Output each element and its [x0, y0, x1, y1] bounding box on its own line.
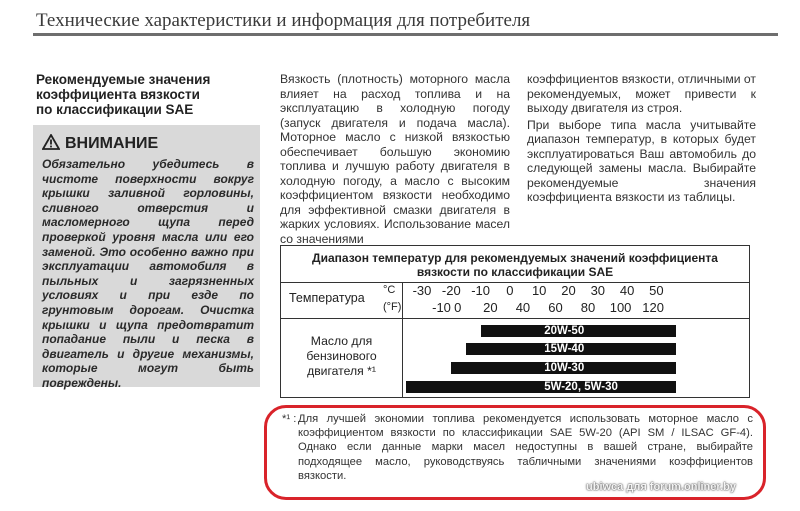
viscosity-temperature-table: [280, 245, 750, 398]
temperature-label: Температура: [289, 291, 365, 305]
celsius-tick: -10: [471, 283, 490, 298]
viscosity-selection-paragraph: При выборе типа масла учитывайте диапазон температур, в которых будет эксплуатироваться Ваш автомобиль до следующей замены масла. Выбирайте рекомендуемые значения коэффициента вязкости из таблицы.: [527, 117, 756, 204]
oil-grade-label: 5W-20, 5W-30: [544, 381, 618, 393]
oil-type-label: Масло для бензинового двигателя *¹: [306, 334, 377, 378]
celsius-tick: -30: [412, 283, 432, 298]
section-title: Рекомендуемые значения коэффициента вязкости по классификации SAE: [36, 72, 211, 117]
warning-triangle-icon: [42, 134, 60, 150]
fahrenheit-tick: 80: [580, 300, 596, 315]
table-title-line-1: Диапазон температур для рекомендуемых значений коэффициента: [312, 251, 718, 265]
footnote-text: Для лучшей экономии топлива рекомендуется использовать моторное масло с коэффициентом вязкости по классификации SAE 5W-20 (API SM / ILSAC GF-4). Однако если данные марки масел недоступны в вашей стране, выбирайте подходящее масло, руководствуясь табличными значениями коэффициентов вязкости.: [298, 413, 753, 482]
celsius-tick: -20: [441, 283, 461, 298]
oil-grade-bar: [451, 362, 676, 374]
celsius-unit: °C: [383, 284, 396, 296]
viscosity-intro-text: Вязкость (плотность) моторного масла влияет на расход топлива и на эксплуатацию в холодную погоду (запуск двигателя и подача масла). Моторное масло с низкой вязкостью обеспечивает большую экономию топлива и лучшую работу двигателя в холодную погоду, а масло с высоким коэффициентом вязкости необходимо для эффективной смазки двигателя в жарких условиях. Использование масел со значениями: [280, 72, 510, 246]
fahrenheit-tick: 0: [454, 300, 462, 315]
celsius-tick: 50: [649, 283, 664, 298]
warning-heading: [42, 134, 158, 153]
table-divider-scale: [281, 318, 749, 319]
table-title-line-2: вязкости по классификации SAE: [416, 265, 614, 279]
warning-text: Обязательно убедитесь в чистоте поверхности вокруг крышки заливной горловины, сливного отверстия и масломерного щупа перед проверкой уровня масла или его заменой. Это особенно важно при эксплуатации автомобиля в пыльных и загрязненных условиях и при езде по грунтовым дорогам. Очистка крышки и щупа предотвратит попадание пыли и песка в двигатель и другие механизмы, которые могут быть повреждены.: [42, 157, 254, 390]
fahrenheit-tick: -10: [432, 300, 451, 315]
warning-title: ВНИМАНИЕ: [65, 135, 159, 152]
oil-grade-label: 15W-40: [544, 343, 585, 355]
watermark: ubiwca для forum.onliner.by: [586, 481, 736, 493]
oil-grade-label: 10W-30: [544, 362, 585, 374]
fahrenheit-tick: 120: [642, 300, 664, 315]
fahrenheit-tick: 100: [609, 300, 632, 315]
fahrenheit-tick: 40: [515, 300, 531, 315]
celsius-tick: 30: [590, 283, 606, 298]
warning-box: [33, 125, 260, 390]
oil-grade-label: 20W-50: [544, 325, 585, 337]
oil-grade-bar: [481, 325, 677, 337]
table-column-divider: [402, 282, 403, 397]
header-divider: [33, 33, 778, 36]
viscosity-warning-paragraph: коэффициентов вязкости, отличными от рекомендуемых, может привести к выходу двигателя из строя.: [527, 72, 756, 115]
celsius-tick: 10: [531, 283, 547, 298]
celsius-tick: 40: [619, 283, 635, 298]
fahrenheit-tick: 60: [548, 300, 563, 315]
table-title: [281, 251, 749, 279]
fahrenheit-unit: (°F): [383, 301, 402, 313]
oil-grade-bar: [406, 381, 676, 393]
fahrenheit-tick: 20: [483, 300, 498, 315]
viscosity-advice-column: [527, 72, 756, 207]
page-header-title: Технические характеристики и информация для потребителя: [36, 10, 531, 31]
celsius-tick: 0: [506, 283, 514, 298]
celsius-tick: 20: [561, 283, 576, 298]
footnote-mark: *¹ :: [282, 413, 297, 425]
oil-grade-bar: [466, 343, 676, 355]
